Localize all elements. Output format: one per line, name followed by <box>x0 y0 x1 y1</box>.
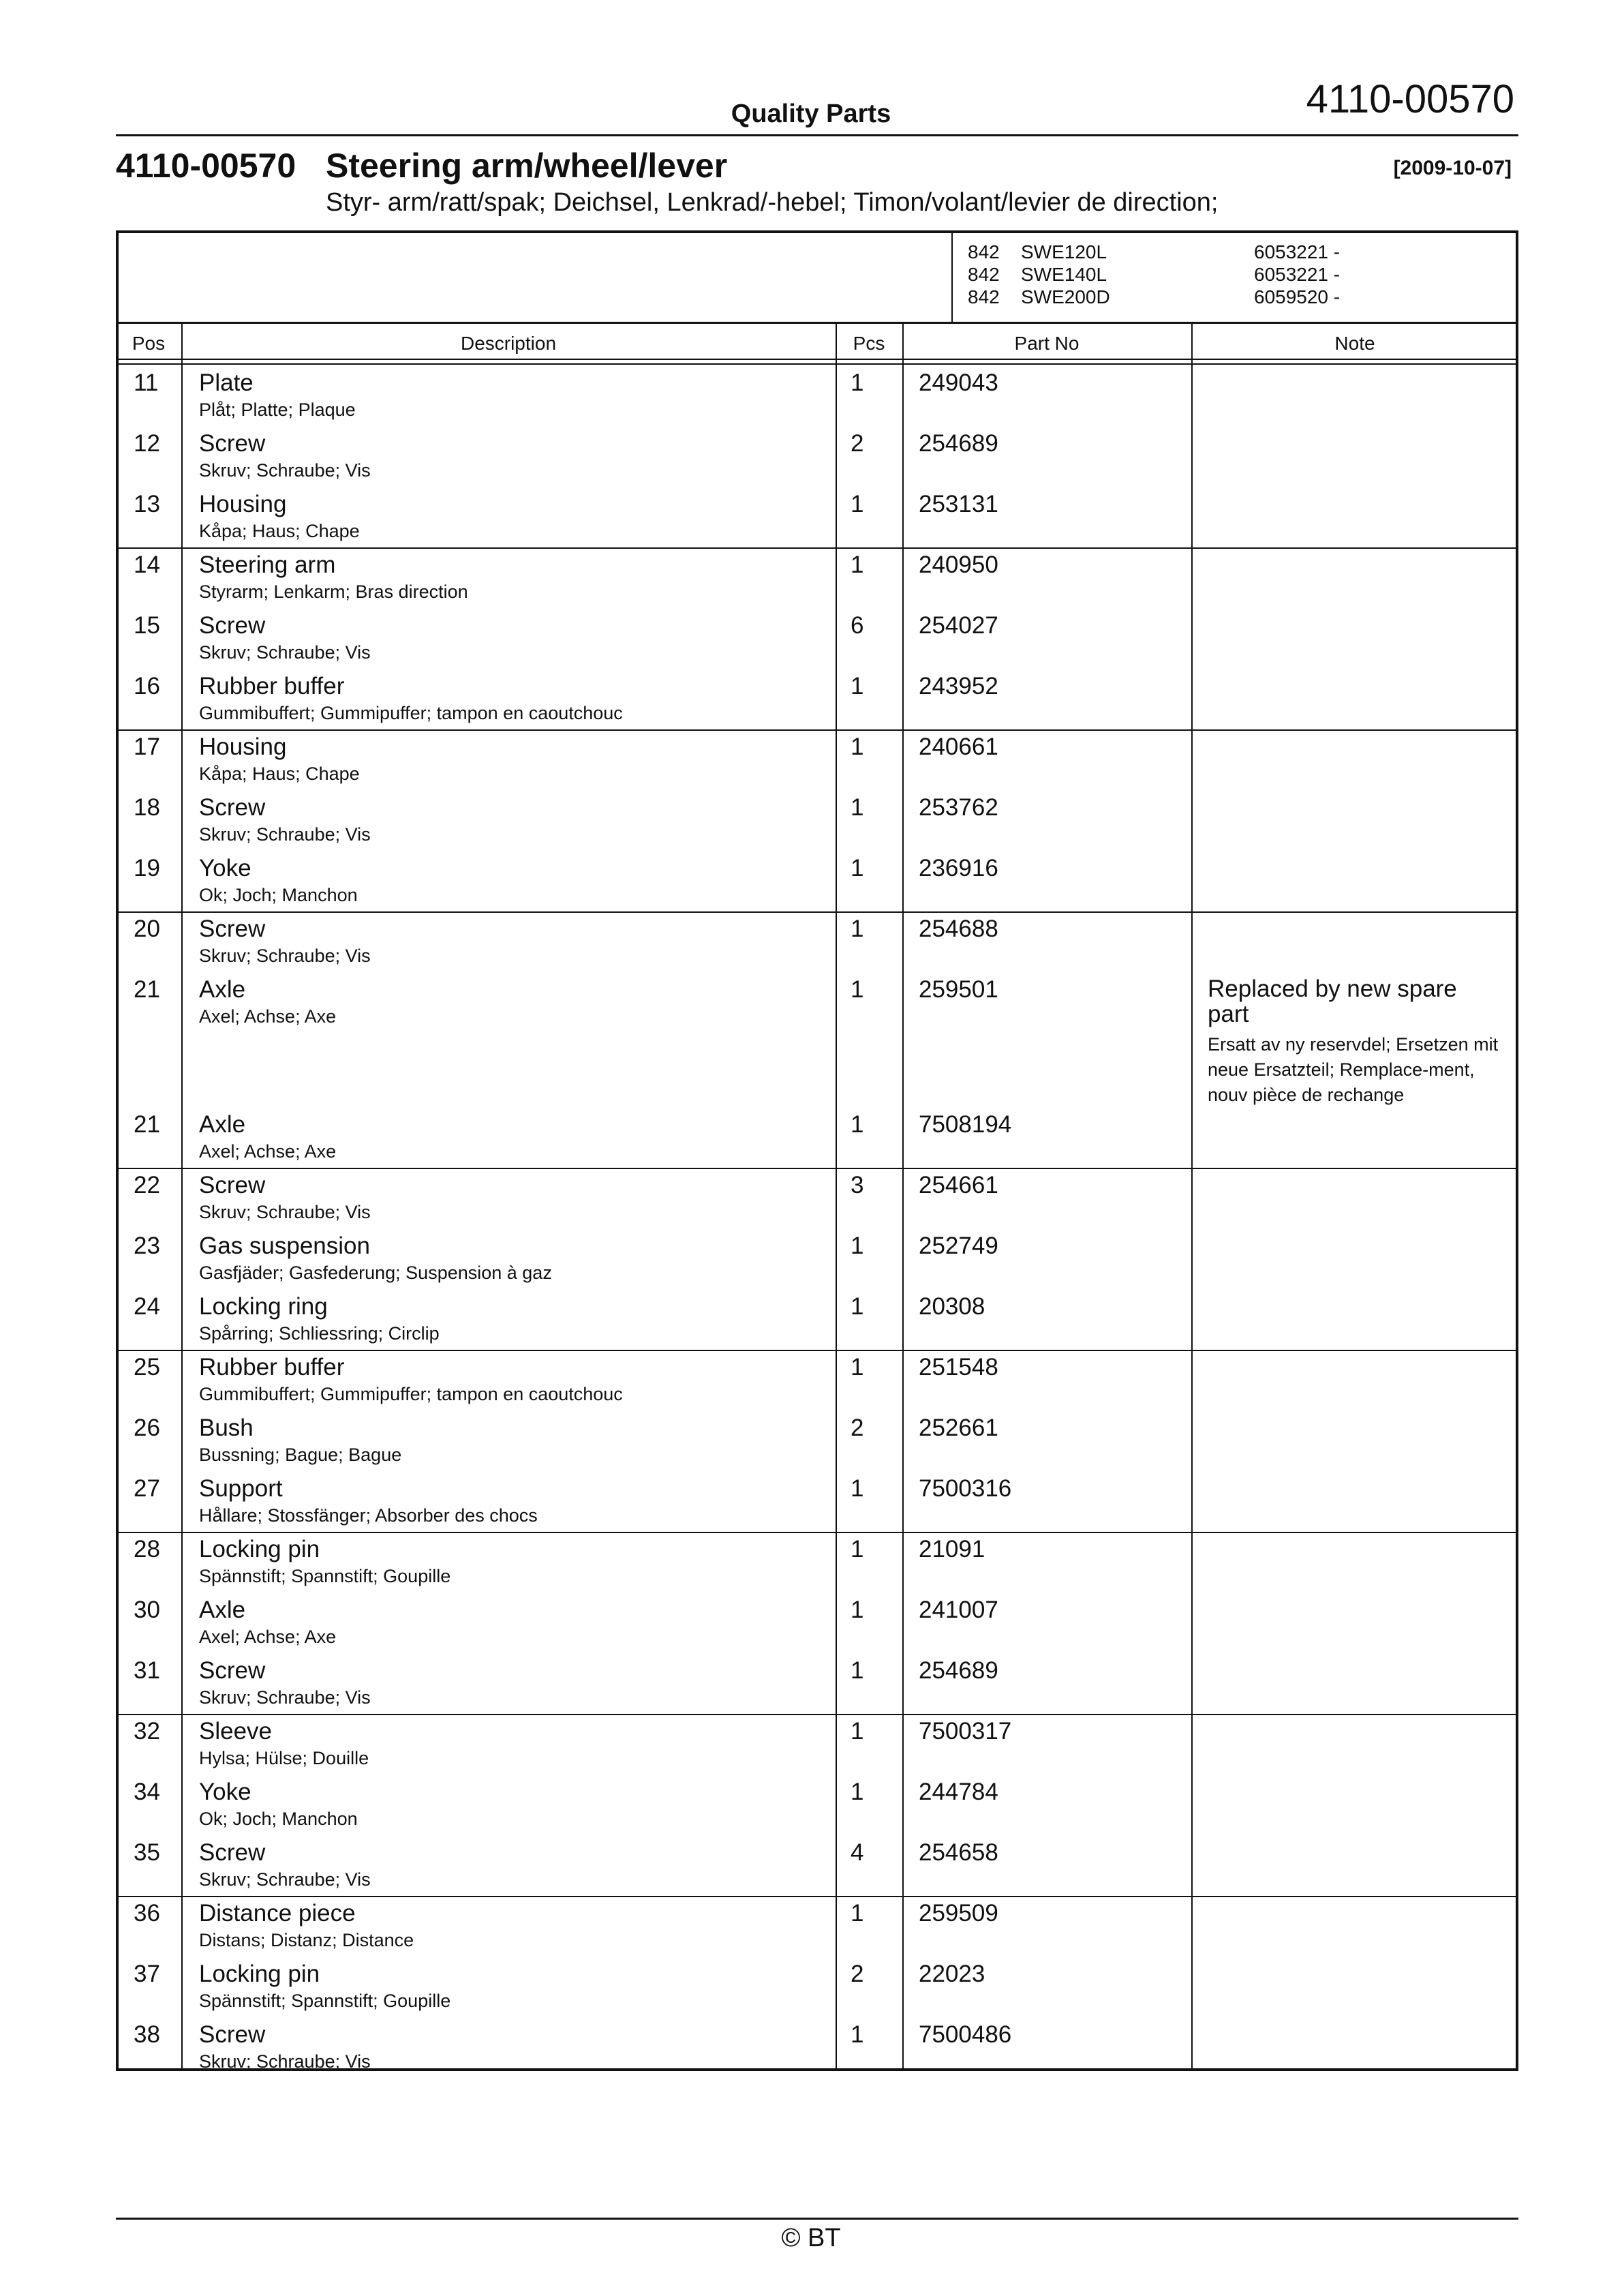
part-description: Axle <box>199 976 246 1003</box>
part-quantity: 1 <box>851 369 864 396</box>
table-row-pos: 15 <box>134 612 160 639</box>
part-description: Housing <box>199 734 287 760</box>
table-row-pos: 34 <box>134 1779 160 1805</box>
table-row <box>116 1957 1518 2017</box>
table-row-pos: 20 <box>134 916 160 942</box>
section-title: Steering arm/wheel/lever <box>326 147 728 185</box>
table-row <box>116 1289 1518 1351</box>
part-number: 254661 <box>919 1172 998 1198</box>
part-translation: Ok; Joch; Manchon <box>199 885 358 905</box>
part-number: 236916 <box>919 855 998 881</box>
part-description: Screw <box>199 1172 266 1198</box>
section-date: [2009-10-07] <box>1393 157 1512 179</box>
part-description: Screw <box>199 1657 266 1684</box>
part-description: Plate <box>199 369 254 396</box>
part-number: 20308 <box>919 1293 985 1320</box>
table-row <box>116 790 1518 851</box>
model-row <box>968 264 1513 286</box>
part-description: Locking ring <box>199 1293 328 1320</box>
part-number: 7500486 <box>919 2021 1012 2048</box>
part-number: 254658 <box>919 1839 998 1866</box>
part-number: 252661 <box>919 1415 998 1441</box>
part-description: Screw <box>199 2021 266 2048</box>
part-quantity: 1 <box>851 1475 864 1502</box>
part-quantity: 1 <box>851 1657 864 1684</box>
table-row-pos: 23 <box>134 1233 160 1259</box>
part-quantity: 1 <box>851 673 864 699</box>
part-quantity: 1 <box>851 976 864 1003</box>
table-row-pos: 14 <box>134 552 160 578</box>
part-number: 22023 <box>919 1961 985 1987</box>
table-row <box>116 669 1518 731</box>
part-quantity: 1 <box>851 1293 864 1320</box>
part-translation: Spännstift; Spannstift; Goupille <box>199 1566 451 1586</box>
part-description: Screw <box>199 430 266 457</box>
column-header-pos: Pos <box>132 333 166 354</box>
model-name: SWE200D <box>1021 286 1110 307</box>
part-number: 7500317 <box>919 1718 1012 1744</box>
part-description: Axle <box>199 1597 246 1623</box>
part-number: 254688 <box>919 916 998 942</box>
part-description: Steering arm <box>199 552 336 578</box>
section-number: 4110-00570 <box>116 147 296 185</box>
part-translation: Skruv; Schraube; Vis <box>199 1869 371 1890</box>
table-row-pos: 24 <box>134 1293 160 1320</box>
part-number: 254689 <box>919 1657 998 1684</box>
header-doc-number: 4110-00570 <box>1306 77 1514 121</box>
table-row <box>116 2017 1518 2078</box>
part-translation: Skruv; Schraube; Vis <box>199 946 371 966</box>
model-row <box>968 241 1513 263</box>
part-note: Replaced by new spare part <box>1208 976 1457 1027</box>
table-row <box>116 729 1518 790</box>
table-row <box>116 1835 1518 1897</box>
table-row <box>116 1228 1518 1289</box>
table-row-pos: 19 <box>134 855 160 881</box>
table-row-pos: 17 <box>134 734 160 760</box>
table-row <box>116 1653 1518 1715</box>
part-description: Bush <box>199 1415 254 1441</box>
part-translation: Hållare; Stossfänger; Absorber des chocs <box>199 1505 538 1526</box>
column-header-part-no: Part No <box>1014 333 1080 354</box>
table-row <box>116 1714 1518 1774</box>
part-number: 253762 <box>919 794 998 821</box>
part-translation: Axel; Achse; Axe <box>199 1006 337 1027</box>
part-description: Housing <box>199 491 287 517</box>
part-description: Locking pin <box>199 1961 320 1987</box>
table-row-pos: 22 <box>134 1172 160 1198</box>
part-quantity: 1 <box>851 794 864 821</box>
model-name: SWE120L <box>1021 241 1107 262</box>
part-translation: Gummibuffert; Gummipuffer; tampon en caoutchouc <box>199 1384 623 1404</box>
part-description: Screw <box>199 1839 266 1866</box>
table-row-pos: 21 <box>134 1111 160 1138</box>
table-row-pos: 21 <box>134 976 160 1003</box>
part-number: 254689 <box>919 430 998 457</box>
footer-divider <box>116 2218 1518 2220</box>
header-rule <box>116 363 1518 365</box>
model-serial: 6053221 - <box>1254 264 1341 285</box>
part-translation: Distans; Distanz; Distance <box>199 1930 414 1950</box>
table-row-pos: 36 <box>134 1900 160 1927</box>
part-quantity: 1 <box>851 1718 864 1744</box>
part-translation: Spårring; Schliessring; Circlip <box>199 1323 440 1344</box>
part-quantity: 1 <box>851 2021 864 2048</box>
part-description: Gas suspension <box>199 1233 370 1259</box>
footer-copyright: © BT <box>781 2224 841 2252</box>
part-description: Sleeve <box>199 1718 273 1744</box>
part-number: 254027 <box>919 612 998 639</box>
model-name: SWE140L <box>1021 264 1107 285</box>
part-quantity: 2 <box>851 1961 864 1987</box>
part-number: 249043 <box>919 369 998 396</box>
section-subtitle: Styr- arm/ratt/spak; Deichsel, Lenkrad/-hebel; Timon/volant/levier de direction; <box>326 188 1219 217</box>
part-translation: Skruv; Schraube; Vis <box>199 642 371 663</box>
column-header-note: Note <box>1334 333 1375 354</box>
part-translation: Styrarm; Lenkarm; Bras direction <box>199 581 468 602</box>
table-row <box>116 1350 1518 1410</box>
part-number: 251548 <box>919 1354 998 1380</box>
table-row <box>116 1592 1518 1653</box>
part-description: Rubber buffer <box>199 673 345 699</box>
table-row <box>116 547 1518 608</box>
model-code: 842 <box>968 241 1000 262</box>
part-number: 7508194 <box>919 1111 1012 1138</box>
table-row-pos: 18 <box>134 794 160 821</box>
part-description: Distance piece <box>199 1900 356 1927</box>
part-quantity: 1 <box>851 1779 864 1805</box>
table-row <box>116 972 1518 1107</box>
part-description: Screw <box>199 916 266 942</box>
part-quantity: 1 <box>851 1900 864 1927</box>
table-row-pos: 13 <box>134 491 160 517</box>
part-description: Axle <box>199 1111 246 1138</box>
part-translation: Skruv; Schraube; Vis <box>199 1687 371 1708</box>
part-number: 243952 <box>919 673 998 699</box>
model-serial: 6059520 - <box>1254 286 1341 307</box>
part-translation: Skruv; Schraube; Vis <box>199 460 371 481</box>
table-row-pos: 25 <box>134 1354 160 1380</box>
part-description: Screw <box>199 612 266 639</box>
part-description: Rubber buffer <box>199 1354 345 1380</box>
table-row-pos: 27 <box>134 1475 160 1502</box>
part-translation: Plåt; Platte; Plaque <box>199 399 356 420</box>
part-translation: Gummibuffert; Gummipuffer; tampon en caoutchouc <box>199 703 623 723</box>
part-quantity: 1 <box>851 916 864 942</box>
part-description: Yoke <box>199 855 251 881</box>
table-row <box>116 365 1518 426</box>
table-row-pos: 35 <box>134 1839 160 1866</box>
part-description: Support <box>199 1475 283 1502</box>
table-row <box>116 487 1518 549</box>
part-translation: Skruv; Schraube; Vis <box>199 1202 371 1222</box>
part-quantity: 2 <box>851 1415 864 1441</box>
part-quantity: 1 <box>851 734 864 760</box>
table-row <box>116 911 1518 972</box>
part-quantity: 1 <box>851 491 864 517</box>
header-divider <box>116 134 1518 136</box>
part-translation: Skruv; Schraube; Vis <box>199 824 371 845</box>
model-serial: 6053221 - <box>1254 241 1341 262</box>
table-row-pos: 12 <box>134 430 160 457</box>
column-header-pcs: Pcs <box>853 333 885 354</box>
part-quantity: 6 <box>851 612 864 639</box>
header-rule <box>116 359 1518 360</box>
part-quantity: 1 <box>851 1597 864 1623</box>
model-applicability-box <box>951 230 1520 323</box>
part-number: 241007 <box>919 1597 998 1623</box>
part-description: Locking pin <box>199 1536 320 1562</box>
part-number: 244784 <box>919 1779 998 1805</box>
part-translation: Kåpa; Haus; Chape <box>199 764 360 784</box>
table-row <box>116 1471 1518 1533</box>
model-row <box>968 286 1513 308</box>
table-row-pos: 11 <box>134 369 159 396</box>
table-row-pos: 30 <box>134 1597 160 1623</box>
part-number: 259501 <box>919 976 998 1003</box>
part-number: 240950 <box>919 552 998 578</box>
part-description: Yoke <box>199 1779 251 1805</box>
table-row-pos: 16 <box>134 673 160 699</box>
part-quantity: 4 <box>851 1839 864 1866</box>
table-row <box>116 1410 1518 1471</box>
table-row-pos: 26 <box>134 1415 160 1441</box>
table-row <box>116 1896 1518 1957</box>
table-row-pos: 37 <box>134 1961 160 1987</box>
part-quantity: 1 <box>851 552 864 578</box>
table-row <box>116 851 1518 913</box>
part-translation: Spännstift; Spannstift; Goupille <box>199 1991 451 2011</box>
part-quantity: 1 <box>851 1111 864 1138</box>
part-description: Screw <box>199 794 266 821</box>
part-translation: Gasfjäder; Gasfederung; Suspension à gaz <box>199 1263 552 1283</box>
part-number: 253131 <box>919 491 998 517</box>
model-code: 842 <box>968 264 1000 285</box>
part-number: 21091 <box>919 1536 985 1562</box>
model-code: 842 <box>968 286 1000 307</box>
part-translation: Bussning; Bague; Bague <box>199 1445 402 1465</box>
part-number: 7500316 <box>919 1475 1012 1502</box>
part-translation: Axel; Achse; Axe <box>199 1141 337 1162</box>
table-row <box>116 1107 1518 1169</box>
part-quantity: 1 <box>851 1536 864 1562</box>
part-number: 259509 <box>919 1900 998 1927</box>
table-row <box>116 1168 1518 1228</box>
table-row-pos: 38 <box>134 2021 160 2048</box>
part-translation: Ok; Joch; Manchon <box>199 1809 358 1829</box>
table-top-divider <box>116 322 1518 324</box>
table-row <box>116 608 1518 669</box>
part-translation: Hylsa; Hülse; Douille <box>199 1748 369 1768</box>
table-row-pos: 32 <box>134 1718 160 1744</box>
table-row-pos: 28 <box>134 1536 160 1562</box>
part-quantity: 2 <box>851 430 864 457</box>
part-note-translation: Ersatt av ny reservdel; Ersetzen mit neue Ersatzteil; Remplace-ment, nouv pièce de rechange <box>1208 1034 1499 1105</box>
part-quantity: 1 <box>851 855 864 881</box>
column-header-description: Description <box>460 333 557 354</box>
table-row-pos: 31 <box>134 1657 160 1684</box>
part-number: 252749 <box>919 1233 998 1259</box>
part-translation: Axel; Achse; Axe <box>199 1627 337 1647</box>
part-translation: Skruv; Schraube; Vis <box>199 2051 371 2072</box>
part-quantity: 3 <box>851 1172 864 1198</box>
part-number: 240661 <box>919 734 998 760</box>
part-translation: Kåpa; Haus; Chape <box>199 521 360 541</box>
table-row <box>116 1774 1518 1835</box>
table-row <box>116 426 1518 487</box>
page-header-title: Quality Parts <box>731 100 891 128</box>
table-row <box>116 1532 1518 1592</box>
part-quantity: 1 <box>851 1354 864 1380</box>
part-quantity: 1 <box>851 1233 864 1259</box>
